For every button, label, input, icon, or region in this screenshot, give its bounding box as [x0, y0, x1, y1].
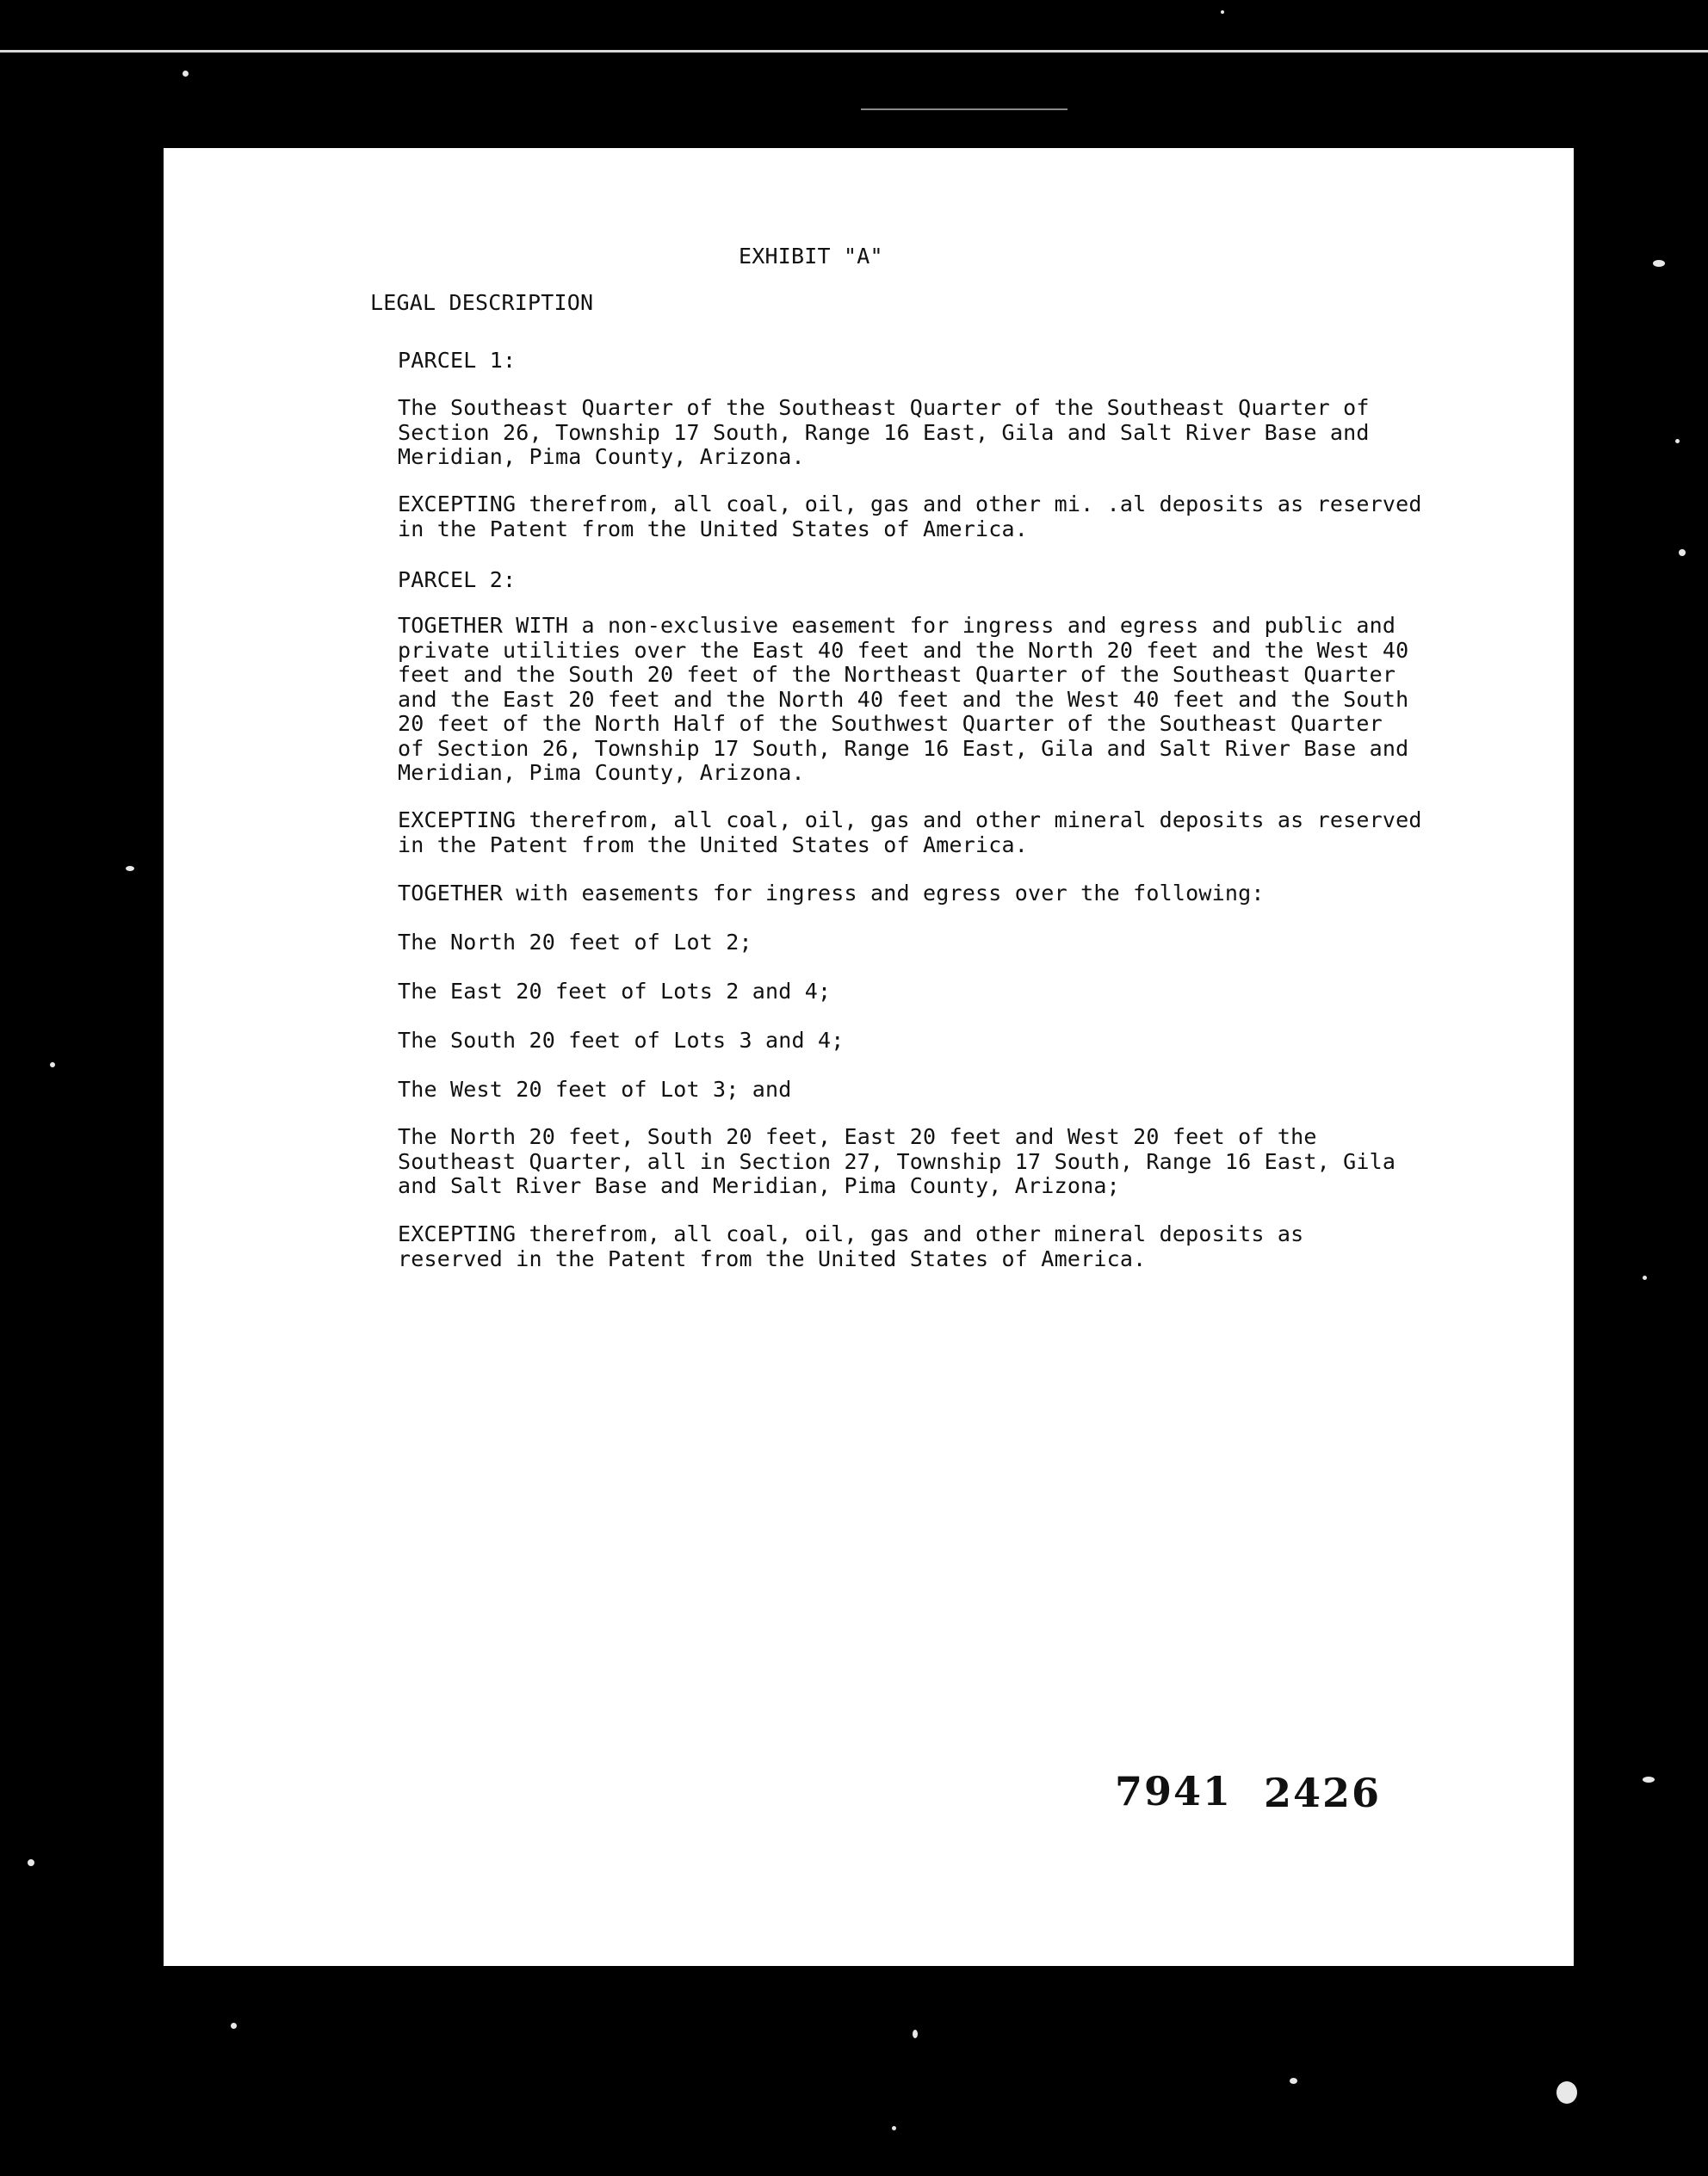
scan-border-line [0, 50, 1708, 53]
parcel-1-description: The Southeast Quarter of the Southeast Quarter of the Southeast Quarter of Section 26, Township 17 South, Range 16 East, Gila and Salt River Base and Meridian, Pima County, Arizona. [398, 395, 1370, 469]
easement-item: The East 20 feet of Lots 2 and 4; [398, 979, 832, 1004]
document-page [164, 148, 1574, 1966]
scan-speck [50, 1062, 55, 1067]
scan-speck [126, 866, 134, 871]
scan-speck [1653, 260, 1665, 267]
scan-speck [1221, 10, 1224, 14]
scan-speck [231, 2023, 237, 2029]
parcel-2-exception: EXCEPTING therefrom, all coal, oil, gas and other mineral deposits as reserved in the Patent from the United States of America. [398, 807, 1422, 857]
scan-speck [28, 1859, 34, 1866]
easement-item: The North 20 feet of Lot 2; [398, 930, 752, 955]
section-27-description: The North 20 feet, South 20 feet, East 20 feet and West 20 feet of the Southeast Quarter, all in Section 27, Township 17 South, Range 16 East, Gila and Salt River Base and Meridian, Pima County, Arizona; [398, 1124, 1396, 1198]
parcel-2-heading: PARCEL 2: [398, 567, 517, 592]
section-heading: LEGAL DESCRIPTION [370, 290, 594, 315]
parcel-1-exception: EXCEPTING therefrom, all coal, oil, gas and other mi. .al deposits as reserved in the Patent from the United States of America. [398, 491, 1422, 541]
scan-speck [892, 2126, 896, 2130]
easement-item: The South 20 feet of Lots 3 and 4; [398, 1028, 845, 1053]
parcel-2-description: TOGETHER WITH a non-exclusive easement for ingress and egress and public and private utilities over the East 40 feet and the North 20 feet and the West 40 feet and the South 20 feet of the Northeast Quarter of the Southeast Quarter and the East 20 feet and the North 40 feet and the West 40 feet and the South 20 feet of the North Half of the Southwest Quarter of the Southeast Quarter of Section 26, Township 17 South, Range 16 East, Gila and Salt River Base and Meridian, Pima County, Arizona. [398, 613, 1409, 785]
easements-intro: TOGETHER with easements for ingress and egress over the following: [398, 881, 1265, 906]
scan-speck [1643, 1777, 1655, 1783]
scan-speck [1556, 2081, 1577, 2104]
scan-speck [1643, 1276, 1647, 1280]
scan-speck [913, 2030, 918, 2038]
document-title: EXHIBIT "A" [739, 244, 883, 269]
scan-speck [1290, 2078, 1297, 2084]
easement-item: The West 20 feet of Lot 3; and [398, 1077, 792, 1102]
parcel-1-heading: PARCEL 1: [398, 348, 517, 373]
record-stamp-book: 7941 [1115, 1768, 1233, 1814]
record-stamp-page: 2426 [1264, 1770, 1382, 1816]
scan-speck [1679, 549, 1686, 556]
scan-speck [1675, 439, 1680, 443]
scan-speck [183, 71, 189, 77]
final-exception: EXCEPTING therefrom, all coal, oil, gas and other mineral deposits as reserved in the Patent from the United States of America. [398, 1221, 1304, 1271]
scan-border-line [861, 108, 1068, 110]
